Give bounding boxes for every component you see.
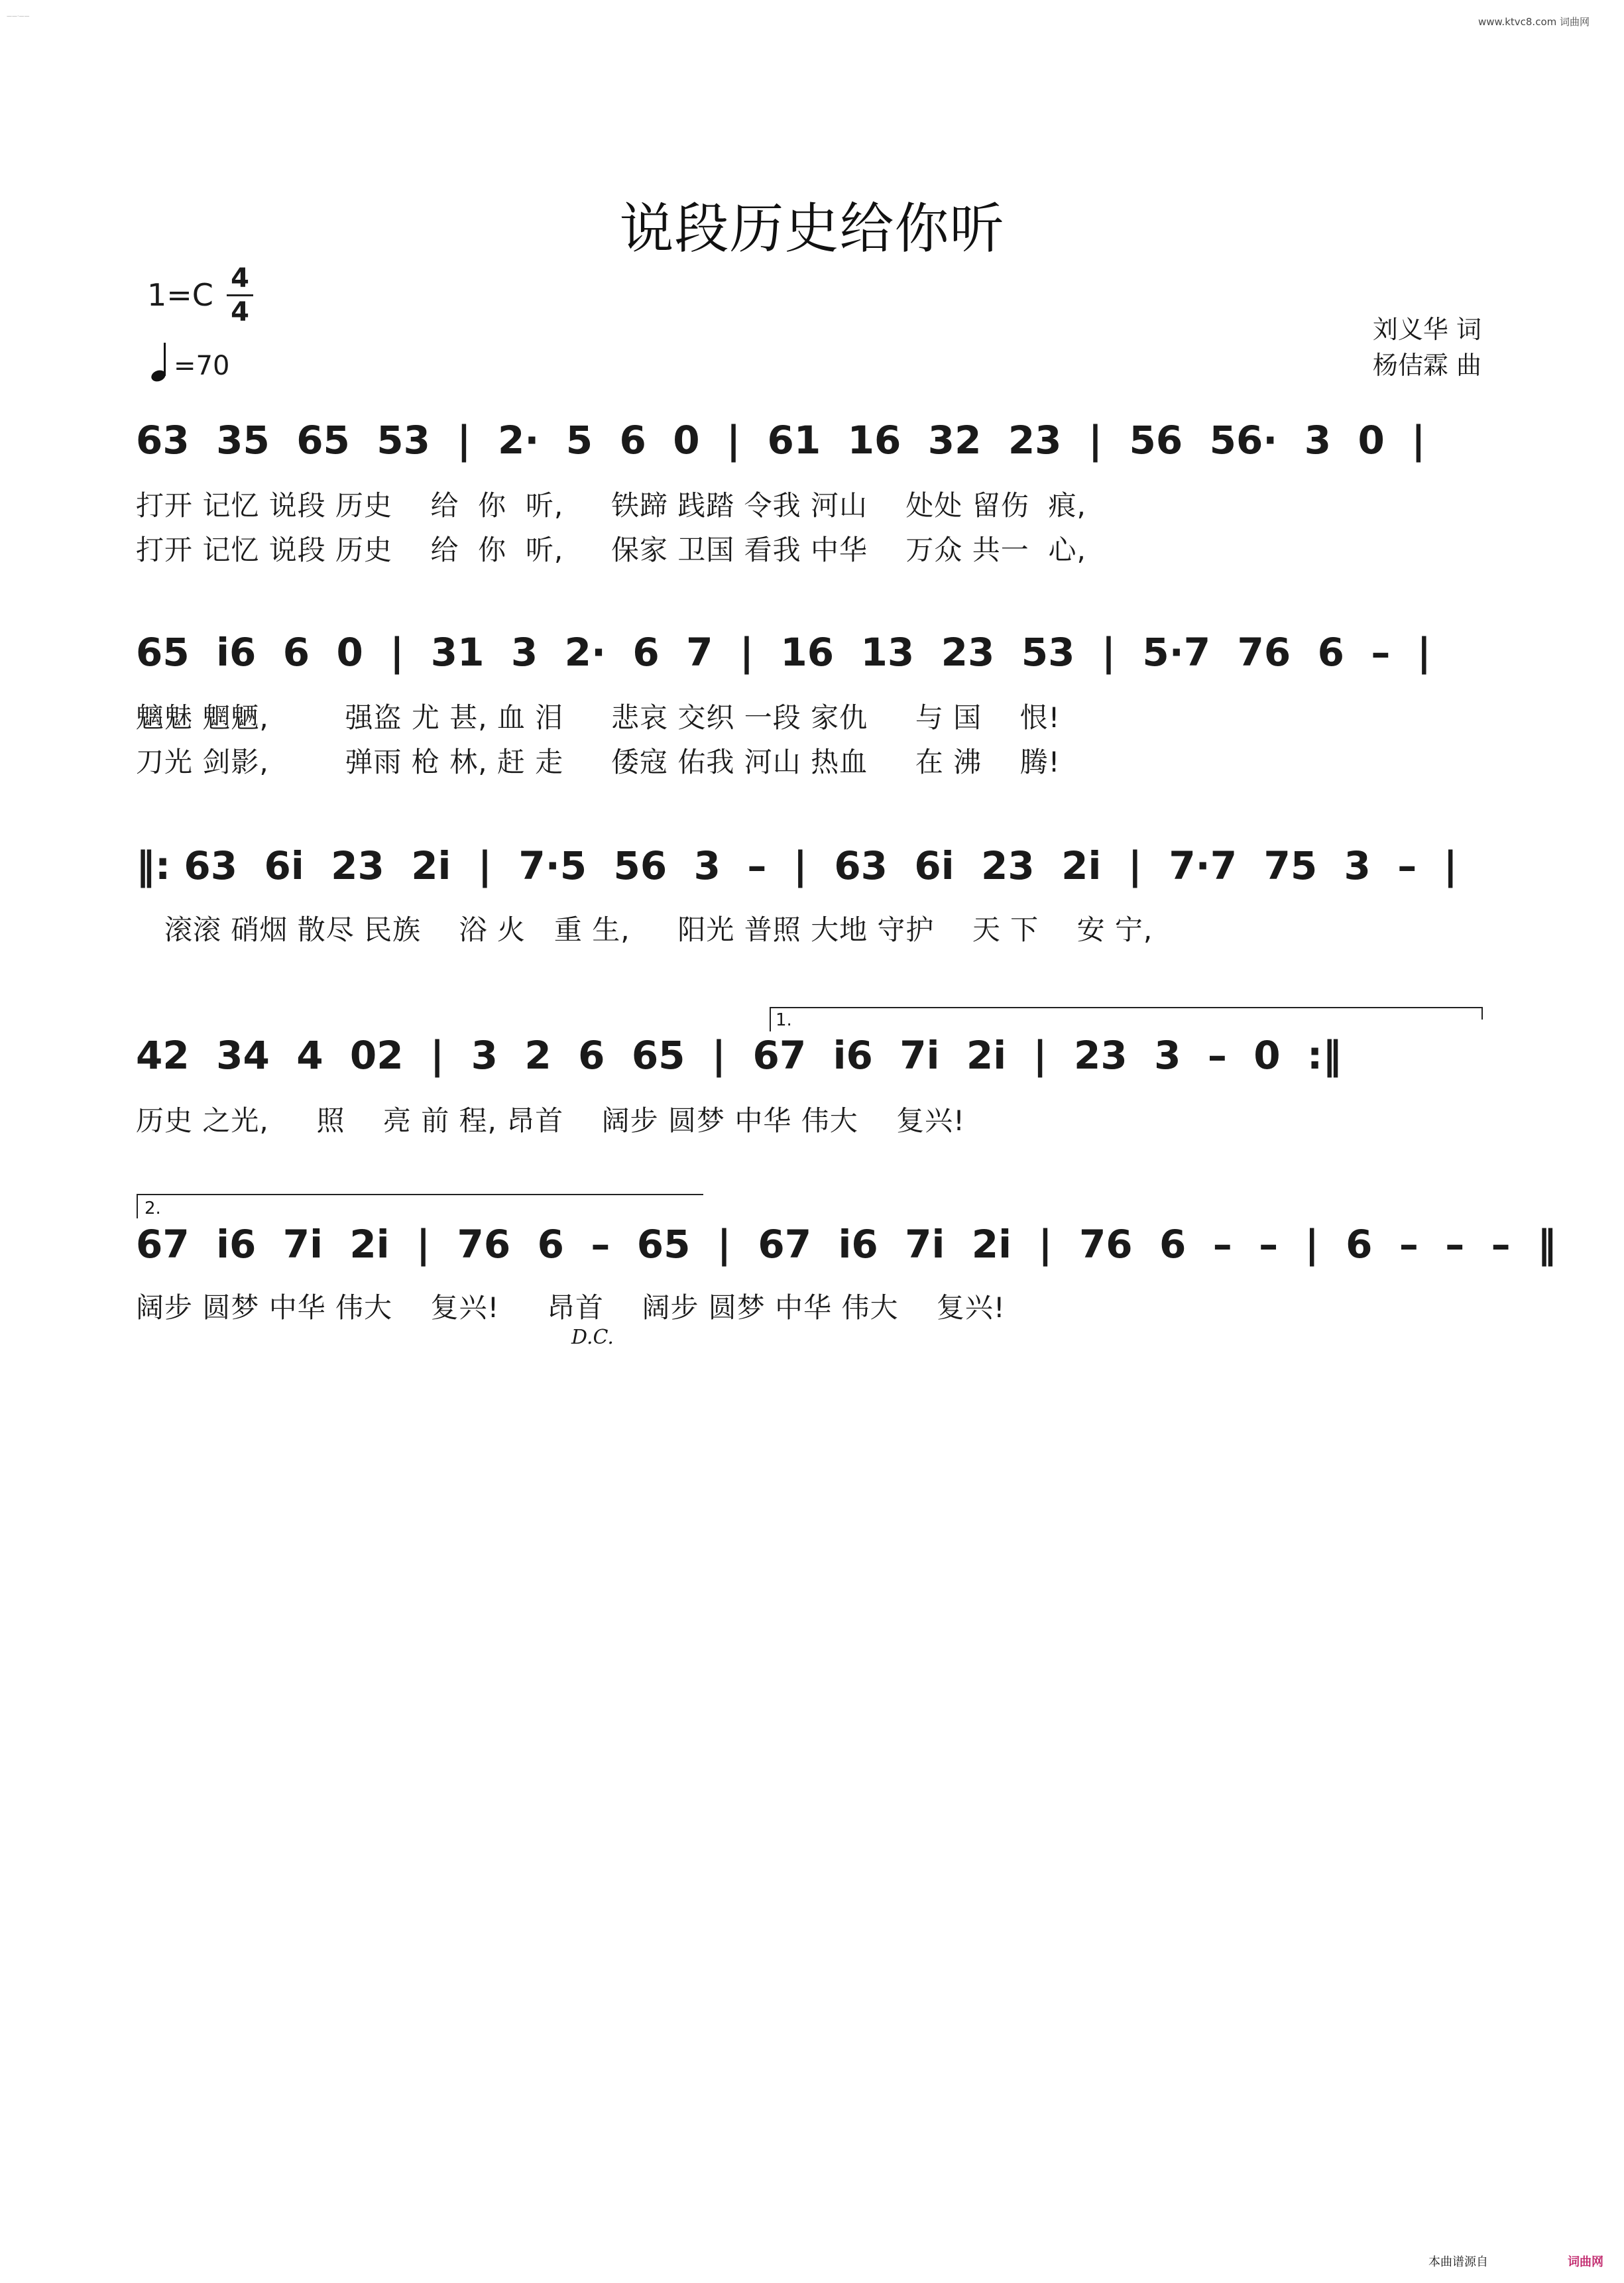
lyric-line-1-verse-1: 打开 记忆 说段 历史 给 你 听, 铁蹄 践踏 令我 河山 处处 留伤 痕,	[136, 489, 1086, 522]
lyricist: 刘义华 词	[1372, 315, 1481, 344]
time-sig-bottom: 4	[231, 297, 249, 327]
notation-line-4: 42 34 4 02 | 3 2 6 65 | 67 i6 7i 2i | 23 3 – 0 :‖	[136, 1033, 1342, 1078]
key-signature: 1=C	[147, 277, 213, 313]
lyric-line-5: 阔步 圆梦 中华 伟大 复兴! 昂首 阔步 圆梦 中华 伟大 复兴!	[136, 1291, 1006, 1324]
lyric-line-2-verse-2: 刀光 剑影, 弹雨 枪 林, 赶 走 倭寇 佑我 河山 热血 在 沸 腾!	[136, 746, 1061, 778]
quarter-note-icon	[147, 341, 174, 381]
right-watermark-strip	[1615, 0, 1624, 2283]
notation-line-2: 65 i6 6 0 | 31 3 2· 6 7 | 16 13 23 53 | 5·7 76 6 – |	[136, 630, 1431, 675]
lyric-line-1-verse-2: 打开 记忆 说段 历史 给 你 听, 保家 卫国 看我 中华 万众 共一 心,	[136, 534, 1086, 566]
left-watermark-strip	[0, 0, 9, 2283]
volta-2-bracket	[136, 1193, 706, 1220]
notation-line-5: 67 i6 7i 2i | 76 6 – 65 | 67 i6 7i 2i | 76 6 – – | 6 – – – ‖	[136, 1222, 1557, 1267]
time-sig-top: 4	[231, 263, 249, 294]
volta-1-bracket	[769, 1006, 1485, 1033]
credits	[1373, 312, 1481, 383]
footer-source-label: 本曲谱源自	[1428, 2255, 1488, 2269]
notation-line-1: 63 35 65 53 | 2· 5 6 0 | 61 16 32 23 | 56 56· 3 0 |	[136, 418, 1426, 463]
dc-marking: D.C.	[571, 1326, 614, 1349]
lyric-line-4: 历史 之光, 照 亮 前 程, 昂首 阔步 圆梦 中华 伟大 复兴!	[136, 1104, 965, 1137]
time-signature	[227, 264, 253, 327]
notation-line-3: ‖: 63 6i 23 2i | 7·5 56 3 – | 63 6i 23 2i | 7·7 75 3 – |	[136, 843, 1458, 888]
volta-1-label: 1.	[776, 1010, 792, 1030]
lyric-line-3: 滚滚 硝烟 散尽 民族 浴 火 重 生, 阳光 普照 大地 守护 天 下 安 宁,	[136, 913, 1153, 946]
site-url[interactable]: www.ktvc8.com 词曲网	[1478, 16, 1590, 28]
volta-2-label: 2.	[145, 1199, 161, 1218]
song-title: 说段历史给你听	[619, 198, 1005, 261]
footer-logo[interactable]: 词曲网	[1568, 2255, 1603, 2269]
tempo-marking	[147, 341, 229, 381]
composer: 杨佶霖 曲	[1372, 351, 1481, 380]
lyric-line-2-verse-1: 魑魅 魍魉, 强盗 尤 甚, 血 泪 悲哀 交织 一段 家仇 与 国 恨!	[136, 701, 1061, 734]
top-left-mark: ——·——	[7, 13, 30, 19]
tempo-value: =70	[174, 351, 230, 381]
